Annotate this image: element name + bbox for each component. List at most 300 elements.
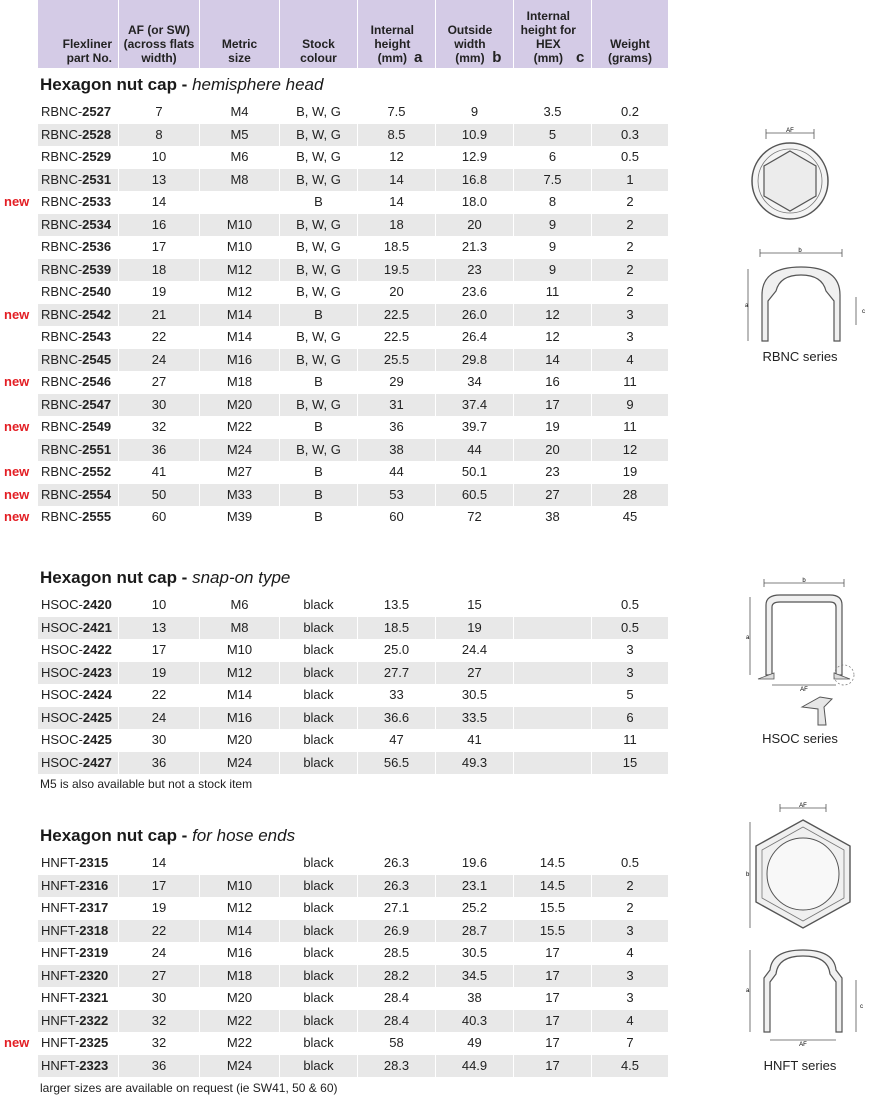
part-prefix: RBNC- bbox=[41, 441, 83, 457]
cell-out_w: 29.8 bbox=[435, 349, 513, 372]
cell-colour: B bbox=[279, 304, 357, 327]
cell-int_h: 7.5 bbox=[357, 101, 435, 124]
part-prefix: RBNC- bbox=[41, 509, 83, 524]
cell-hex_h bbox=[513, 684, 591, 707]
cell-out_w: 72 bbox=[435, 506, 513, 529]
cell-af: 13 bbox=[118, 169, 199, 192]
cell-metric: M8 bbox=[199, 617, 279, 640]
cell-metric: M14 bbox=[199, 684, 279, 707]
cell-weight: 4.5 bbox=[591, 1055, 668, 1078]
cell-colour: B bbox=[279, 484, 357, 507]
cell-colour: B, W, G bbox=[279, 169, 357, 192]
cell-out_w: 27 bbox=[435, 662, 513, 685]
part-prefix: RBNC- bbox=[41, 306, 83, 322]
part-prefix: RBNC- bbox=[41, 329, 83, 344]
cell-hex_h: 9 bbox=[513, 259, 591, 282]
cell-int_h: 28.4 bbox=[357, 987, 435, 1010]
rbnc-caption: RBNC series bbox=[762, 349, 838, 364]
table-row bbox=[0, 506, 670, 529]
cell-af: 21 bbox=[118, 304, 199, 327]
cell-colour: B bbox=[279, 506, 357, 529]
cell-af: 27 bbox=[118, 371, 199, 394]
cell-weight: 11 bbox=[591, 416, 668, 439]
part-number: 2427 bbox=[82, 754, 112, 770]
cell-colour: black bbox=[279, 594, 357, 617]
cell-weight: 1 bbox=[591, 169, 668, 192]
cell-part-number bbox=[38, 371, 118, 394]
cell-out_w: 49.3 bbox=[435, 752, 513, 775]
cell-int_h: 44 bbox=[357, 461, 435, 484]
cell-colour: B, W, G bbox=[279, 394, 357, 417]
cell-hex_h: 19 bbox=[513, 416, 591, 439]
cell-part-number bbox=[38, 394, 118, 417]
part-number: 2552 bbox=[82, 464, 112, 479]
cell-out_w: 24.4 bbox=[435, 639, 513, 662]
cell-af: 36 bbox=[118, 1055, 199, 1078]
new-badge: new bbox=[4, 306, 30, 322]
cell-out_w: 23.1 bbox=[435, 875, 513, 898]
part-prefix: HNFT- bbox=[41, 1012, 80, 1028]
table-row bbox=[0, 214, 670, 237]
part-number: 2554 bbox=[82, 486, 112, 502]
cell-int_h: 14 bbox=[357, 191, 435, 214]
table-row bbox=[0, 987, 670, 1010]
cell-colour: black bbox=[279, 617, 357, 640]
cell-weight: 0.3 bbox=[591, 124, 668, 147]
cell-hex_h bbox=[513, 752, 591, 775]
cell-weight: 3 bbox=[591, 639, 668, 662]
part-number: 2536 bbox=[82, 239, 112, 254]
cell-part-number bbox=[38, 897, 118, 920]
header-hex_h-label: Internal height for HEX (mm) bbox=[520, 9, 576, 65]
part-prefix: RBNC- bbox=[41, 374, 83, 389]
cell-colour: black bbox=[279, 1032, 357, 1055]
cell-int_h: 18.5 bbox=[357, 617, 435, 640]
cell-colour: black bbox=[279, 965, 357, 988]
cell-out_w: 33.5 bbox=[435, 707, 513, 730]
part-prefix: HSOC- bbox=[41, 597, 83, 612]
cell-out_w: 26.4 bbox=[435, 326, 513, 349]
cell-af: 17 bbox=[118, 639, 199, 662]
cell-af: 22 bbox=[118, 326, 199, 349]
cell-weight: 28 bbox=[591, 484, 668, 507]
cell-hex_h: 9 bbox=[513, 236, 591, 259]
cell-af: 30 bbox=[118, 394, 199, 417]
hnft-a-label: a bbox=[746, 988, 750, 994]
cell-metric: M16 bbox=[199, 707, 279, 730]
part-number: 2543 bbox=[82, 329, 112, 344]
cell-colour: black bbox=[279, 987, 357, 1010]
cell-out_w: 19.6 bbox=[435, 852, 513, 875]
cell-hex_h: 15.5 bbox=[513, 897, 591, 920]
table-row bbox=[0, 752, 670, 775]
cell-hex_h: 9 bbox=[513, 214, 591, 237]
cell-part-number bbox=[38, 617, 118, 640]
cell-out_w: 28.7 bbox=[435, 920, 513, 943]
cell-int_h: 26.3 bbox=[357, 875, 435, 898]
part-number: 2551 bbox=[82, 441, 112, 457]
cell-hex_h: 17 bbox=[513, 987, 591, 1010]
header-part-label: Flexliner part No. bbox=[62, 37, 112, 65]
cell-out_w: 60.5 bbox=[435, 484, 513, 507]
cell-hex_h bbox=[513, 707, 591, 730]
cell-int_h: 18.5 bbox=[357, 236, 435, 259]
part-number: 2539 bbox=[82, 261, 112, 277]
cell-colour: B, W, G bbox=[279, 146, 357, 169]
cell-hex_h: 14 bbox=[513, 349, 591, 372]
new-badge: new bbox=[4, 509, 30, 524]
cell-part-number bbox=[38, 349, 118, 372]
cell-hex_h: 5 bbox=[513, 124, 591, 147]
cell-out_w: 44.9 bbox=[435, 1055, 513, 1078]
part-prefix: HSOC- bbox=[41, 732, 83, 747]
cell-af: 24 bbox=[118, 707, 199, 730]
cell-colour: B, W, G bbox=[279, 124, 357, 147]
cell-af: 19 bbox=[118, 662, 199, 685]
cell-metric: M18 bbox=[199, 371, 279, 394]
table-row bbox=[0, 169, 670, 192]
header-af-label: AF (or SW) (across flats width) bbox=[123, 23, 195, 65]
cell-int_h: 28.4 bbox=[357, 1010, 435, 1033]
section-title-main: Hexagon nut cap - bbox=[40, 826, 193, 845]
cell-weight: 45 bbox=[591, 506, 668, 529]
cell-part-number bbox=[38, 169, 118, 192]
cell-part-number bbox=[38, 416, 118, 439]
cell-int_h: 36.6 bbox=[357, 707, 435, 730]
cell-af: 14 bbox=[118, 852, 199, 875]
cell-out_w: 10.9 bbox=[435, 124, 513, 147]
cell-colour: black bbox=[279, 729, 357, 752]
part-prefix: HSOC- bbox=[41, 754, 83, 770]
cell-int_h: 25.5 bbox=[357, 349, 435, 372]
part-number: 2325 bbox=[79, 1035, 109, 1050]
cell-part-number bbox=[38, 852, 118, 875]
header-colour-label: Stock colour bbox=[300, 37, 337, 65]
hnft-top-view-diagram bbox=[740, 800, 865, 935]
cell-part-number bbox=[38, 920, 118, 943]
cell-int_h: 22.5 bbox=[357, 304, 435, 327]
cell-metric: M22 bbox=[199, 1032, 279, 1055]
cell-colour: black bbox=[279, 639, 357, 662]
cell-metric: M14 bbox=[199, 304, 279, 327]
cell-int_h: 38 bbox=[357, 439, 435, 462]
cell-hex_h: 23 bbox=[513, 461, 591, 484]
cell-int_h: 53 bbox=[357, 484, 435, 507]
new-badge: new bbox=[4, 464, 30, 479]
cell-colour: B, W, G bbox=[279, 281, 357, 304]
cell-colour: black bbox=[279, 752, 357, 775]
cell-int_h: 47 bbox=[357, 729, 435, 752]
cell-out_w: 12.9 bbox=[435, 146, 513, 169]
cell-out_w: 34.5 bbox=[435, 965, 513, 988]
new-badge: new bbox=[4, 374, 30, 389]
cell-af: 19 bbox=[118, 897, 199, 920]
hsoc-a-label: a bbox=[746, 635, 750, 641]
cell-part-number bbox=[38, 965, 118, 988]
cell-metric: M14 bbox=[199, 920, 279, 943]
cell-metric: M12 bbox=[199, 281, 279, 304]
table-row bbox=[0, 965, 670, 988]
cell-af: 19 bbox=[118, 281, 199, 304]
table-row bbox=[0, 101, 670, 124]
section-note: M5 is also available but not a stock item bbox=[40, 777, 253, 791]
cell-af: 17 bbox=[118, 236, 199, 259]
cell-weight: 0.5 bbox=[591, 146, 668, 169]
cell-weight: 2 bbox=[591, 236, 668, 259]
cell-weight: 2 bbox=[591, 214, 668, 237]
cell-af: 22 bbox=[118, 920, 199, 943]
rbnc-b-label: b bbox=[798, 248, 802, 254]
table-row bbox=[0, 416, 670, 439]
section-title bbox=[40, 826, 295, 846]
header-int_h bbox=[357, 0, 435, 68]
section-title bbox=[40, 75, 323, 95]
cell-metric: M20 bbox=[199, 987, 279, 1010]
cell-int_h: 27.1 bbox=[357, 897, 435, 920]
cell-colour: black bbox=[279, 875, 357, 898]
cell-part-number bbox=[38, 729, 118, 752]
part-number: 2323 bbox=[79, 1057, 109, 1073]
table-row bbox=[0, 371, 670, 394]
cell-part-number bbox=[38, 987, 118, 1010]
cell-weight: 3 bbox=[591, 304, 668, 327]
cell-af: 18 bbox=[118, 259, 199, 282]
cell-af: 10 bbox=[118, 146, 199, 169]
section-note: larger sizes are available on request (ie SW41, 50 & 60) bbox=[40, 1081, 338, 1095]
cell-af: 22 bbox=[118, 684, 199, 707]
section-title-sub: hemisphere head bbox=[192, 75, 324, 94]
cell-metric: M12 bbox=[199, 662, 279, 685]
cell-af: 32 bbox=[118, 1010, 199, 1033]
part-number: 2549 bbox=[82, 419, 112, 434]
cell-part-number bbox=[38, 875, 118, 898]
part-number: 2531 bbox=[82, 171, 112, 187]
part-prefix: RBNC- bbox=[41, 194, 83, 209]
cell-weight: 0.5 bbox=[591, 617, 668, 640]
header-af bbox=[118, 0, 199, 68]
cell-out_w: 16.8 bbox=[435, 169, 513, 192]
header-out_w bbox=[435, 0, 513, 68]
cell-metric: M6 bbox=[199, 594, 279, 617]
part-number: 2316 bbox=[79, 877, 109, 893]
cell-hex_h: 38 bbox=[513, 506, 591, 529]
cell-hex_h: 17 bbox=[513, 1010, 591, 1033]
cell-hex_h: 20 bbox=[513, 439, 591, 462]
cell-metric: M8 bbox=[199, 169, 279, 192]
header-int_h-label: Internal height (mm) bbox=[370, 23, 414, 65]
cell-part-number bbox=[38, 752, 118, 775]
cell-out_w: 38 bbox=[435, 987, 513, 1010]
cell-weight: 3 bbox=[591, 920, 668, 943]
part-number: 2533 bbox=[82, 194, 112, 209]
cell-af: 7 bbox=[118, 101, 199, 124]
part-prefix: RBNC- bbox=[41, 149, 83, 164]
table-row bbox=[0, 1032, 670, 1055]
cell-weight: 3 bbox=[591, 662, 668, 685]
cell-weight: 5 bbox=[591, 684, 668, 707]
cell-part-number bbox=[38, 146, 118, 169]
header-out_w-label: Outside width (mm) bbox=[447, 23, 493, 65]
cell-colour: B bbox=[279, 191, 357, 214]
hnft-side-view-diagram bbox=[740, 940, 865, 1050]
cell-out_w: 26.0 bbox=[435, 304, 513, 327]
table-row bbox=[0, 349, 670, 372]
part-number: 2545 bbox=[82, 351, 112, 367]
cell-metric bbox=[199, 191, 279, 214]
cell-hex_h bbox=[513, 594, 591, 617]
cell-out_w: 49 bbox=[435, 1032, 513, 1055]
cell-metric: M16 bbox=[199, 942, 279, 965]
cell-colour: B, W, G bbox=[279, 101, 357, 124]
part-number: 2420 bbox=[82, 597, 112, 612]
cell-colour: B, W, G bbox=[279, 439, 357, 462]
cell-out_w: 37.4 bbox=[435, 394, 513, 417]
header-weight bbox=[591, 0, 668, 68]
rbnc-c-label: c bbox=[862, 309, 865, 315]
part-number: 2527 bbox=[82, 104, 112, 119]
part-number: 2424 bbox=[82, 687, 112, 702]
table-row bbox=[0, 942, 670, 965]
part-number: 2425 bbox=[82, 709, 112, 725]
cell-int_h: 60 bbox=[357, 506, 435, 529]
cell-hex_h: 11 bbox=[513, 281, 591, 304]
cell-part-number bbox=[38, 1032, 118, 1055]
cell-af: 17 bbox=[118, 875, 199, 898]
cell-weight: 3 bbox=[591, 965, 668, 988]
cell-colour: black bbox=[279, 942, 357, 965]
cell-int_h: 31 bbox=[357, 394, 435, 417]
header-metric-label: Metric size bbox=[221, 37, 258, 65]
cell-out_w: 25.2 bbox=[435, 897, 513, 920]
table-row bbox=[0, 639, 670, 662]
part-prefix: HSOC- bbox=[41, 709, 83, 725]
cell-hex_h: 12 bbox=[513, 326, 591, 349]
part-number: 2423 bbox=[82, 664, 112, 680]
cell-out_w: 44 bbox=[435, 439, 513, 462]
part-prefix: RBNC- bbox=[41, 284, 83, 299]
part-number: 2534 bbox=[82, 216, 112, 232]
header-part bbox=[38, 0, 118, 68]
cell-metric: M27 bbox=[199, 461, 279, 484]
table-row bbox=[0, 875, 670, 898]
cell-out_w: 21.3 bbox=[435, 236, 513, 259]
cell-int_h: 28.3 bbox=[357, 1055, 435, 1078]
part-prefix: HSOC- bbox=[41, 642, 83, 657]
new-badge: new bbox=[4, 1035, 30, 1050]
cell-weight: 2 bbox=[591, 259, 668, 282]
cell-weight: 6 bbox=[591, 707, 668, 730]
cell-out_w: 40.3 bbox=[435, 1010, 513, 1033]
cell-hex_h: 16 bbox=[513, 371, 591, 394]
cell-metric: M24 bbox=[199, 439, 279, 462]
cell-weight: 15 bbox=[591, 752, 668, 775]
cell-out_w: 30.5 bbox=[435, 684, 513, 707]
header-colour bbox=[279, 0, 357, 68]
cell-hex_h: 14.5 bbox=[513, 875, 591, 898]
table-row bbox=[0, 439, 670, 462]
cell-af: 36 bbox=[118, 752, 199, 775]
cell-weight: 4 bbox=[591, 942, 668, 965]
rbnc-top-view-diagram bbox=[740, 125, 840, 225]
cell-colour: black bbox=[279, 1055, 357, 1078]
cell-part-number bbox=[38, 461, 118, 484]
cell-int_h: 28.5 bbox=[357, 942, 435, 965]
cell-hex_h: 12 bbox=[513, 304, 591, 327]
cell-metric: M22 bbox=[199, 416, 279, 439]
cell-af: 24 bbox=[118, 942, 199, 965]
cell-weight: 2 bbox=[591, 281, 668, 304]
cell-part-number bbox=[38, 484, 118, 507]
cell-int_h: 56.5 bbox=[357, 752, 435, 775]
table-row bbox=[0, 394, 670, 417]
header-weight-label: Weight (grams) bbox=[607, 37, 652, 65]
cell-weight: 9 bbox=[591, 394, 668, 417]
cell-metric: M33 bbox=[199, 484, 279, 507]
table-row bbox=[0, 729, 670, 752]
cell-part-number bbox=[38, 1055, 118, 1078]
cell-colour: B, W, G bbox=[279, 259, 357, 282]
cell-hex_h: 3.5 bbox=[513, 101, 591, 124]
section-title-sub: snap-on type bbox=[192, 568, 291, 587]
table-row bbox=[0, 920, 670, 943]
cell-part-number bbox=[38, 191, 118, 214]
cell-metric: M4 bbox=[199, 101, 279, 124]
cell-weight: 19 bbox=[591, 461, 668, 484]
part-number: 2320 bbox=[79, 967, 109, 983]
part-prefix: HNFT- bbox=[41, 855, 80, 870]
table-row bbox=[0, 684, 670, 707]
cell-colour: black bbox=[279, 920, 357, 943]
cell-part-number bbox=[38, 101, 118, 124]
cell-int_h: 58 bbox=[357, 1032, 435, 1055]
cell-int_h: 14 bbox=[357, 169, 435, 192]
cell-weight: 0.5 bbox=[591, 594, 668, 617]
table-row bbox=[0, 594, 670, 617]
cell-out_w: 19 bbox=[435, 617, 513, 640]
cell-int_h: 19.5 bbox=[357, 259, 435, 282]
cell-part-number bbox=[38, 707, 118, 730]
cell-colour: B bbox=[279, 461, 357, 484]
cell-af: 32 bbox=[118, 416, 199, 439]
cell-out_w: 41 bbox=[435, 729, 513, 752]
cell-out_w: 15 bbox=[435, 594, 513, 617]
cell-out_w: 34 bbox=[435, 371, 513, 394]
cell-hex_h: 17 bbox=[513, 942, 591, 965]
cell-metric: M10 bbox=[199, 236, 279, 259]
cell-af: 50 bbox=[118, 484, 199, 507]
cell-int_h: 12 bbox=[357, 146, 435, 169]
cell-hex_h: 17 bbox=[513, 1032, 591, 1055]
cell-weight: 11 bbox=[591, 729, 668, 752]
rbnc-side-view-diagram bbox=[740, 245, 870, 345]
part-prefix: RBNC- bbox=[41, 171, 83, 187]
part-prefix: RBNC- bbox=[41, 261, 83, 277]
cell-part-number bbox=[38, 281, 118, 304]
part-prefix: RBNC- bbox=[41, 464, 83, 479]
cell-metric: M10 bbox=[199, 639, 279, 662]
cell-hex_h: 17 bbox=[513, 394, 591, 417]
cell-int_h: 33 bbox=[357, 684, 435, 707]
cell-part-number bbox=[38, 662, 118, 685]
table-row bbox=[0, 191, 670, 214]
table-row bbox=[0, 707, 670, 730]
header-int_h-unit: a bbox=[414, 49, 423, 66]
part-prefix: RBNC- bbox=[41, 351, 83, 367]
cell-out_w: 23 bbox=[435, 259, 513, 282]
cell-int_h: 20 bbox=[357, 281, 435, 304]
cell-metric: M12 bbox=[199, 259, 279, 282]
new-badge: new bbox=[4, 194, 30, 209]
